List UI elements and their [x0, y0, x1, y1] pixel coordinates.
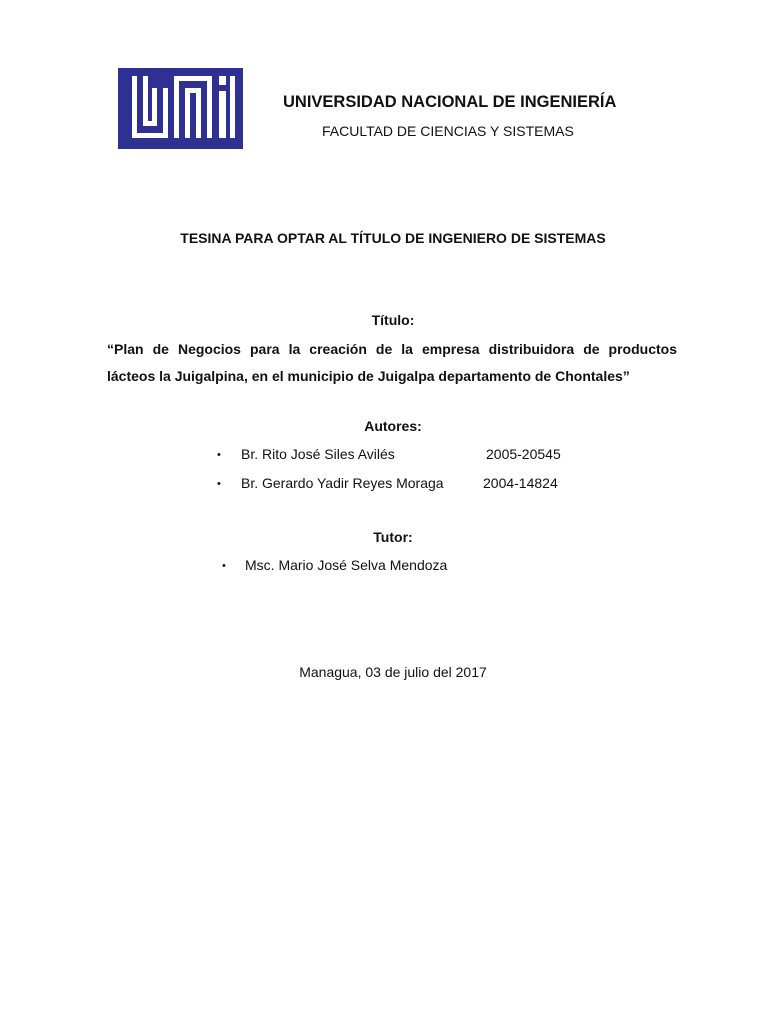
tutor-name: Msc. Mario José Selva Mendoza [245, 557, 448, 573]
bullet-icon: • [217, 449, 221, 461]
thesis-title-line-2: lácteos la Juigalpina, en el municipio de Juigalpa departamento de Chontales” [107, 368, 630, 384]
bullet-icon: • [222, 560, 226, 572]
title-label: Título: [371, 312, 415, 328]
author-id: 2004-14824 [483, 475, 558, 491]
date-place: Managua, 03 de julio del 2017 [299, 664, 487, 680]
thesis-title [107, 336, 677, 390]
uni-logo-icon [118, 68, 243, 149]
author-name: Br. Rito José Siles Avilés [241, 446, 395, 462]
university-name: UNIVERSIDAD NACIONAL DE INGENIERÍA [283, 93, 617, 111]
authors-label: Autores: [364, 418, 422, 434]
tutor-label: Tutor: [373, 529, 413, 545]
author-name: Br. Gerardo Yadir Reyes Moraga [241, 475, 444, 491]
faculty-name: FACULTAD DE CIENCIAS Y SISTEMAS [322, 123, 574, 139]
author-id: 2005-20545 [486, 446, 561, 462]
thesis-type: TESINA PARA OPTAR AL TÍTULO DE INGENIERO DE SISTEMAS [180, 230, 606, 246]
thesis-title-line-1: “Plan de Negocios para la creación de la empresa distribuidora de productos [107, 341, 677, 357]
university-logo [118, 68, 243, 149]
bullet-icon: • [217, 478, 221, 490]
